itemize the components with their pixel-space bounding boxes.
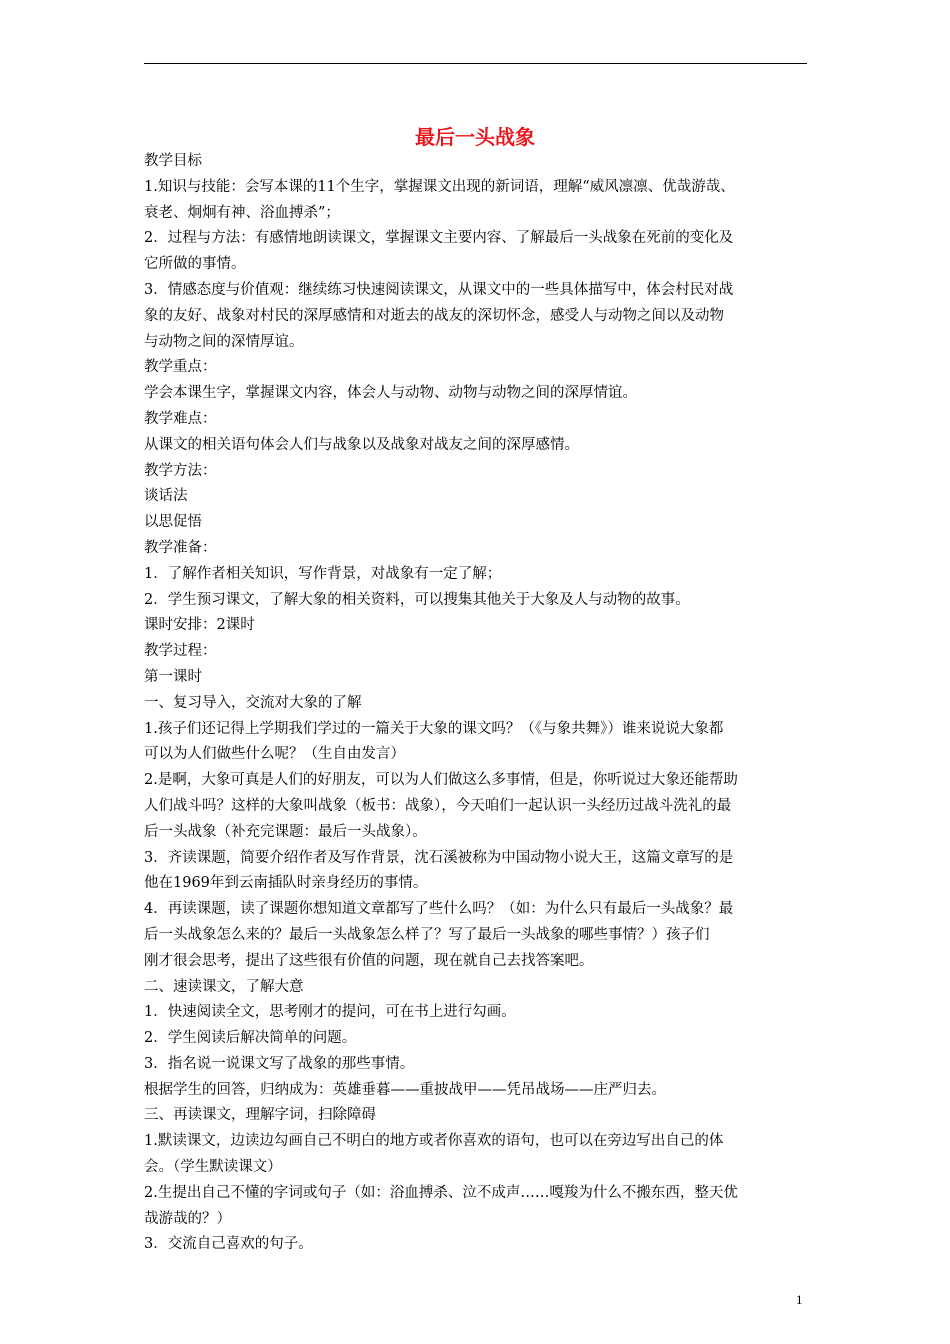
text-line: 学会本课生字，掌握课文内容，体会人与动物、动物与动物之间的深厚情谊。 [144, 385, 637, 402]
text-line: 会。（学生默读课文） [144, 1159, 282, 1176]
text-line: 根据学生的回答，归纳成为：英雄垂暮——重披战甲——凭吊战场——庄严归去。 [144, 1081, 666, 1098]
text-line: 1．快速阅读全文，思考刚才的提问，可在书上进行勾画。 [144, 1004, 516, 1021]
text-line: 3．情感态度与价值观：继续练习快速阅读课文，从课文中的一些具体描写中，体会村民对战 [144, 281, 734, 298]
text-line: 1．了解作者相关知识，写作背景，对战象有一定了解； [144, 565, 502, 582]
text-line: 教学重点： [144, 359, 217, 376]
text-line: 2.是啊，大象可真是人们的好朋友，可以为人们做这么多事情，但是，你听说过大象还能帮助 [144, 772, 738, 789]
text-line: 象的友好、战象对村民的深厚感情和对逝去的战友的深切怀念，感受人与动物之间以及动物 [144, 307, 724, 324]
text-line: 后一头战象（补充完课题：最后一头战象）。 [144, 823, 427, 840]
text-line: 三、再读课文，理解字词，扫除障碍 [144, 1107, 376, 1124]
text-line: 刚才很会思考，提出了这些很有价值的问题，现在就自己去找答案吧。 [144, 952, 594, 969]
text-line: 人们战斗吗？这样的大象叫战象（板书：战象），今天咱们一起认识一头经历过战斗洗礼的最 [144, 797, 732, 814]
text-line: 2．学生预习课文，了解大象的相关资料，可以搜集其他关于大象及人与动物的故事。 [144, 591, 690, 608]
text-line: 教学方法： [144, 462, 217, 479]
text-line: 它所做的事情。 [144, 256, 246, 273]
text-line: 1.知识与技能：会写本课的11个生字，掌握课文出现的新词语，理解“威风凛凛、优哉游哉、 [144, 178, 735, 195]
text-line: 课时安排：2课时 [144, 617, 255, 634]
document-body [144, 149, 810, 1258]
text-line: 教学过程： [144, 643, 217, 660]
text-line: 以思促悟 [144, 514, 202, 531]
text-line: 与动物之间的深情厚谊。 [144, 333, 304, 350]
text-line: 2．学生阅读后解决简单的问题。 [144, 1030, 357, 1047]
text-line: 2．过程与方法：有感情地朗读课文，掌握课文主要内容、了解最后一头战象在死前的变化及 [144, 230, 734, 247]
document-title: 最后一头战象 [415, 125, 535, 149]
text-line: 哉游哉的？） [144, 1210, 231, 1227]
text-line: 1.孩子们还记得上学期我们学过的一篇关于大象的课文吗？（《与象共舞》）谁来说说大象都 [144, 720, 724, 737]
text-line: 二、速读课文，了解大意 [144, 978, 304, 995]
text-line: 2.生提出自己不懂的字词或句子（如：浴血搏杀、泣不成声……嘎羧为什么不搬东西，整天优 [144, 1184, 738, 1201]
text-line: 教学准备： [144, 539, 217, 556]
text-line: 教学目标 [144, 153, 202, 169]
text-line: 一、复习导入，交流对大象的了解 [144, 694, 362, 711]
text-line: 第一课时 [144, 668, 202, 685]
text-line: 3．交流自己喜欢的句子。 [144, 1236, 313, 1253]
text-line: 衰老、炯炯有神、浴血搏杀”； [144, 204, 340, 221]
text-line: 3．齐读课题，简要介绍作者及写作背景，沈石溪被称为中国动物小说大王，这篇文章写的是 [144, 849, 734, 866]
text-line: 他在1969年到云南插队时亲身经历的事情。 [144, 875, 428, 892]
header-rule [144, 63, 807, 64]
text-line: 1.默读课文，边读边勾画自己不明白的地方或者你喜欢的语句，也可以在旁边写出自己的体 [144, 1133, 724, 1150]
text-line: 谈话法 [144, 488, 188, 505]
text-line: 后一头战象怎么来的？最后一头战象怎么样了？写了最后一头战象的哪些事情？）孩子们 [144, 926, 710, 943]
text-line: 教学难点： [144, 410, 217, 427]
text-line: 3．指名说一说课文写了战象的那些事情。 [144, 1055, 415, 1072]
text-line: 4．再读课题，读了课题你想知道文章都写了些什么吗？（如：为什么只有最后一头战象？最 [144, 901, 734, 918]
text-line: 可以为人们做些什么呢？（生自由发言） [144, 746, 405, 763]
text-line: 从课文的相关语句体会人们与战象以及战象对战友之间的深厚感情。 [144, 436, 579, 453]
page-number: 1 [796, 1292, 803, 1307]
